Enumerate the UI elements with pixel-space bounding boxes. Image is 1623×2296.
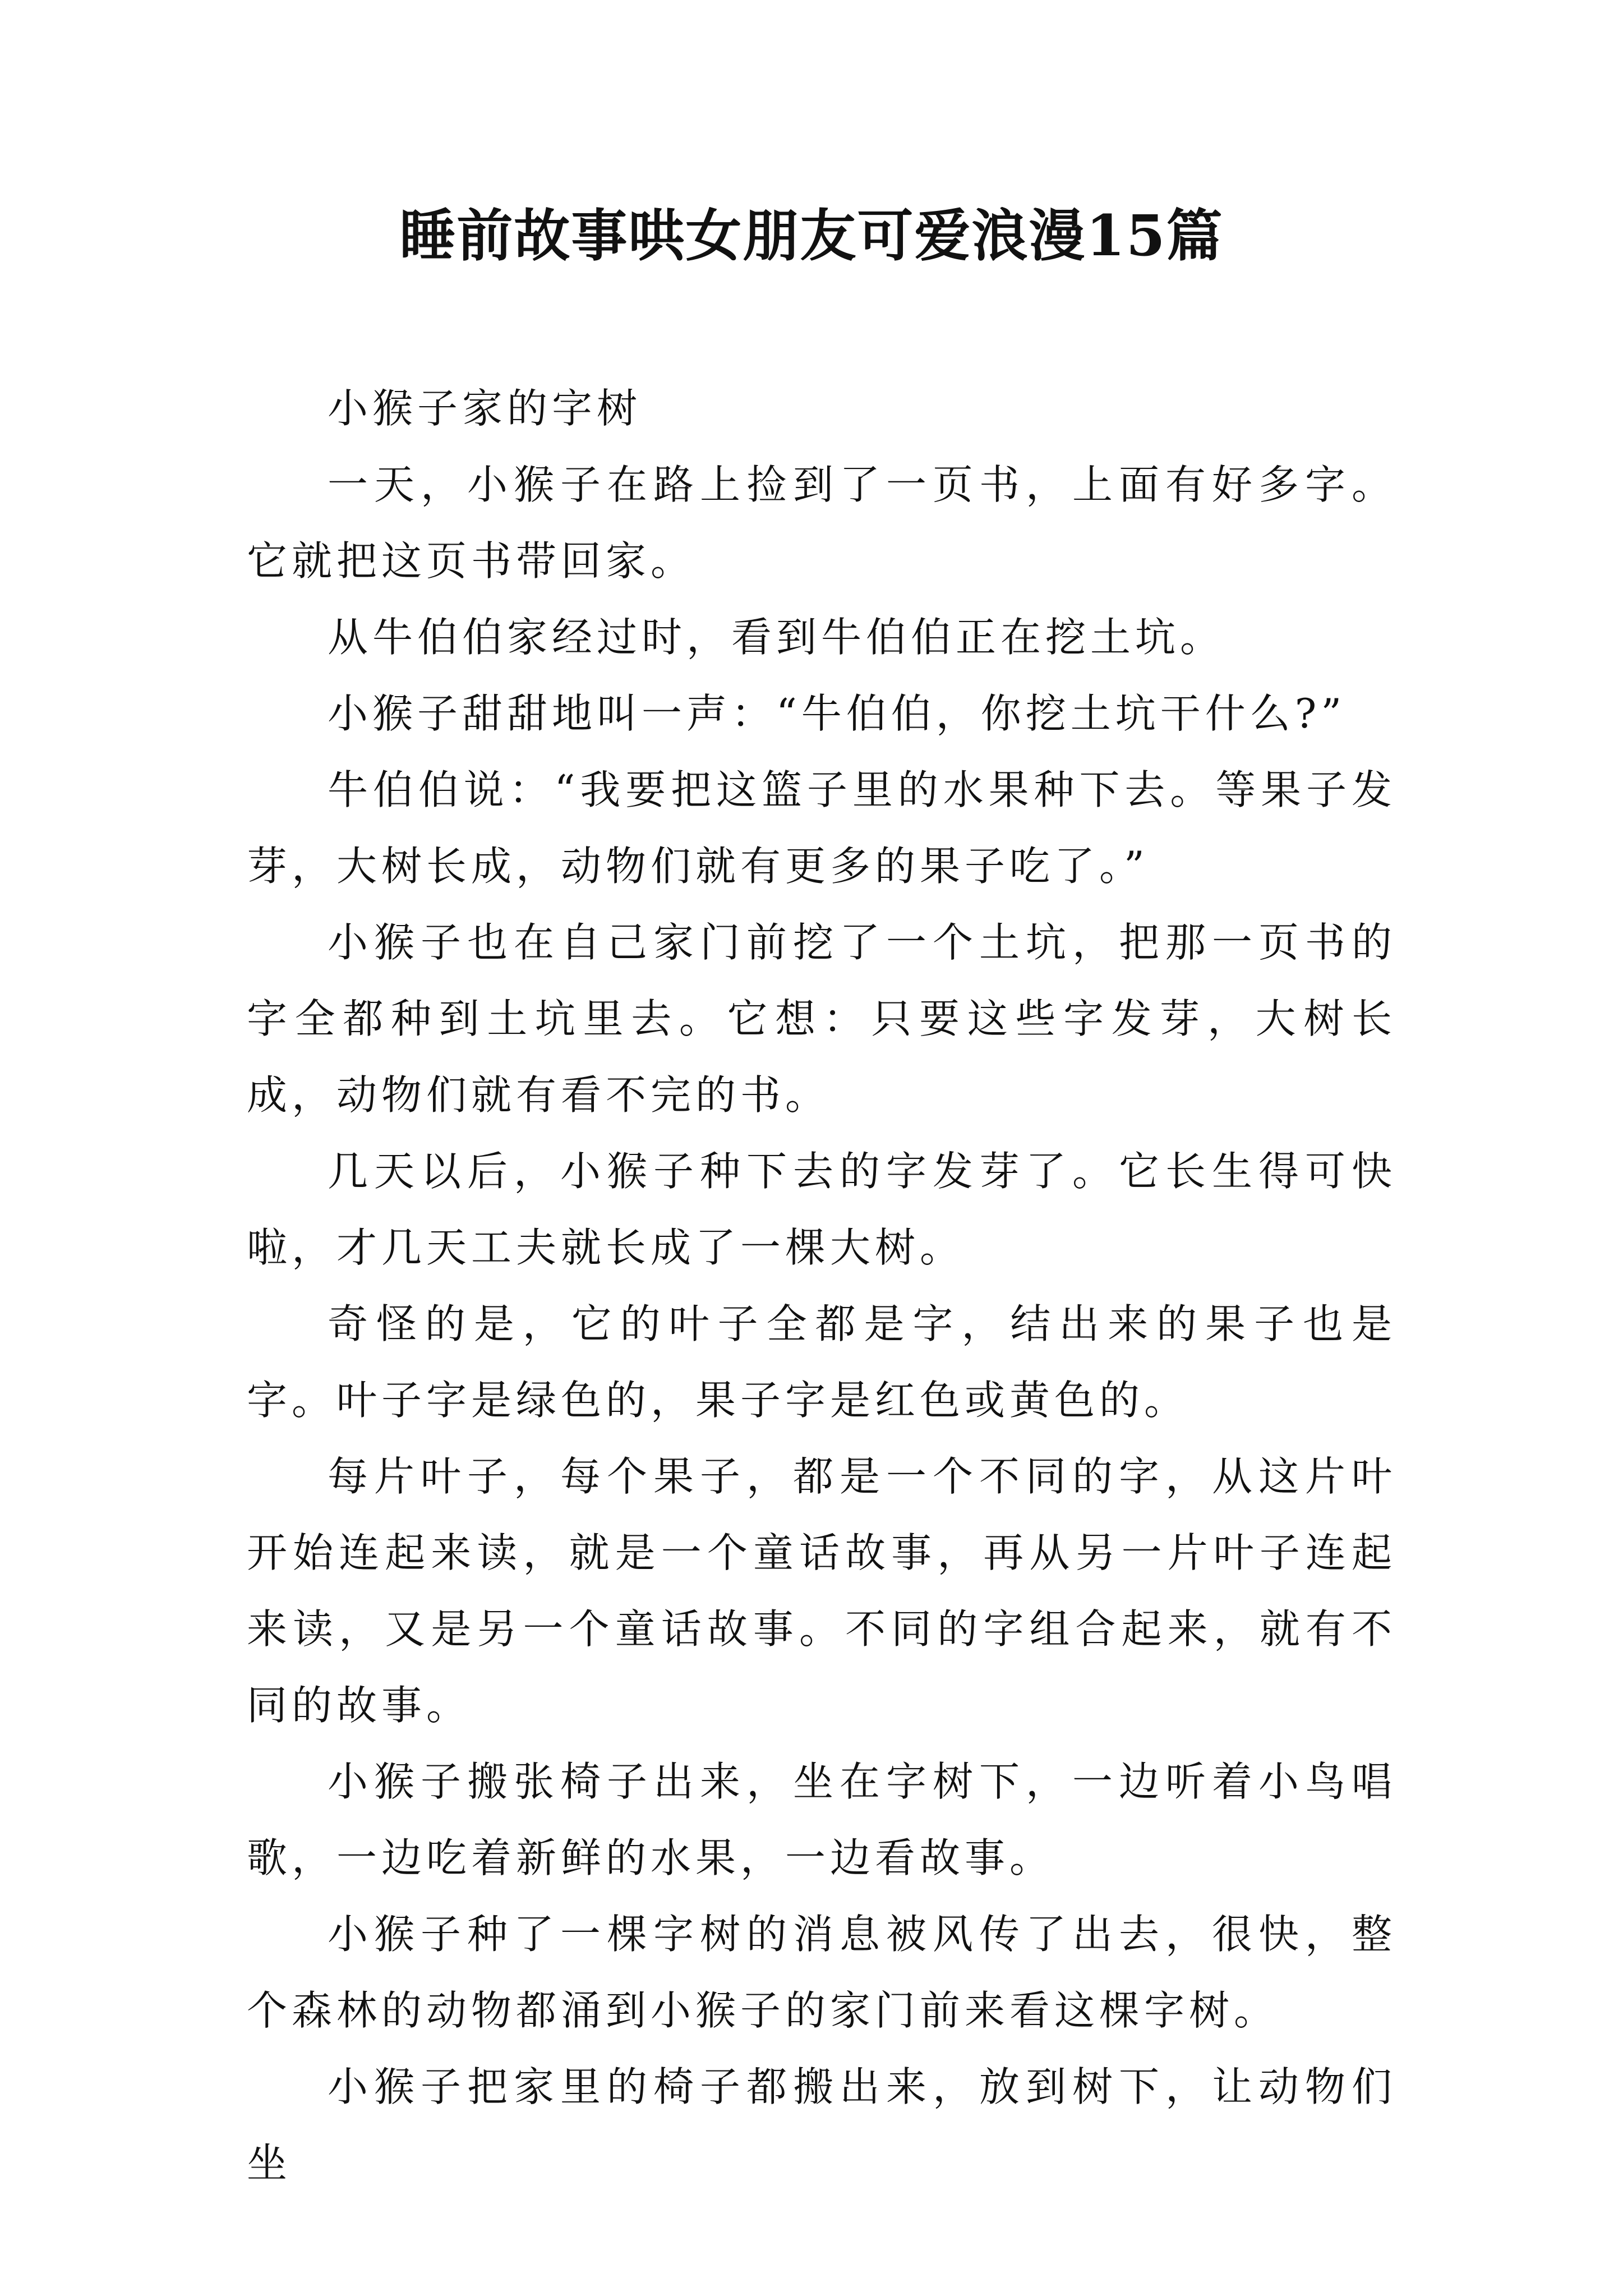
paragraph-story-title: 小猴子家的字树 <box>328 385 642 432</box>
document-title: 睡前故事哄女朋友可爱浪漫15篇 <box>399 203 1224 269</box>
document-body <box>247 370 1396 2201</box>
paragraph: 从牛伯伯家经过时，看到牛伯伯正在挖土坑。 <box>328 614 1225 661</box>
paragraph: 奇怪的是，它的叶子全都是字，结出来的果子也是字。叶子字是绿色的，果子字是红色或黄色的。 <box>247 1300 1396 1424</box>
paragraph: 几天以后，小猴子种下去的字发芽了。它长生得可快啦，才几天工夫就长成了一棵大树。 <box>247 1148 1396 1271</box>
paragraph: 小猴子搬张椅子出来，坐在字树下，一边听着小鸟唱歌，一边吃着新鲜的水果，一边看故事。 <box>247 1758 1396 1881</box>
paragraph: 牛伯伯说：“我要把这篮子里的水果种下去。等果子发芽，大树长成，动物们就有更多的果子吃了。” <box>247 766 1396 890</box>
paragraph: 小猴子也在自己家门前挖了一个土坑，把那一页书的字全都种到土坑里去。它想：只要这些字发芽，大树长成，动物们就有看不完的书。 <box>247 919 1396 1119</box>
paragraph: 小猴子把家里的椅子都搬出来，放到树下，让动物们坐 <box>247 2063 1396 2187</box>
paragraph: 每片叶子，每个果子，都是一个不同的字，从这片叶开始连起来读，就是一个童话故事，再从另一片叶子连起来读，又是另一个童话故事。不同的字组合起来，就有不同的故事。 <box>247 1453 1396 1729</box>
paragraph: 小猴子甜甜地叫一声：“牛伯伯，你挖土坑干什么?” <box>328 690 1347 737</box>
paragraph: 小猴子种了一棵字树的消息被风传了出去，很快，整个森林的动物都涌到小猴子的家门前来看这棵字树。 <box>247 1911 1396 2034</box>
paragraph: 一天，小猴子在路上捡到了一页书，上面有好多字。它就把这页书带回家。 <box>247 461 1396 585</box>
